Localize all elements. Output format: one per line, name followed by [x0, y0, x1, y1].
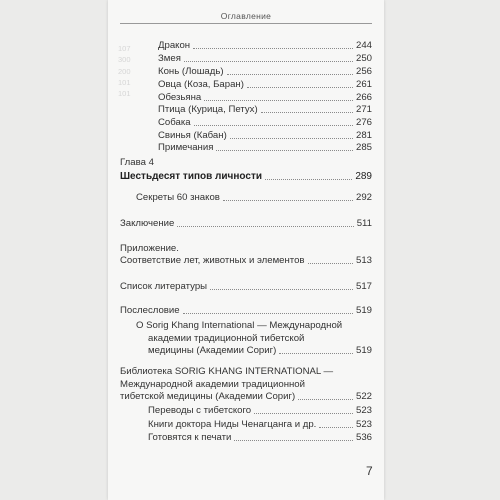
bleed-through-number: 300: [118, 55, 131, 64]
entry-title: Собака: [158, 117, 191, 128]
leader-dots: [261, 112, 353, 113]
toc-entry[interactable]: [158, 53, 372, 64]
leader-dots: [223, 200, 353, 201]
entry-page: 511: [356, 218, 372, 229]
entry-page: 522: [355, 391, 372, 402]
toc-entry[interactable]: [158, 66, 372, 77]
toc-entry[interactable]: [158, 117, 372, 128]
entry-page: 517: [355, 281, 372, 292]
bleed-through-number: 107: [118, 44, 131, 53]
toc-entry[interactable]: [148, 419, 372, 430]
entry-page: 276: [355, 117, 372, 128]
leader-dots: [184, 61, 353, 62]
toc-entry[interactable]: [158, 79, 372, 90]
leader-dots: [194, 125, 353, 126]
toc-entry[interactable]: [136, 192, 372, 203]
leader-dots: [298, 399, 353, 400]
toc-entry[interactable]: [158, 130, 372, 141]
toc-entry[interactable]: [120, 281, 372, 292]
entry-title: Соответствие лет, животных и элементов: [120, 255, 305, 266]
bleed-through-number: 101: [118, 78, 131, 87]
toc-entry[interactable]: [120, 391, 372, 402]
entry-page: 519: [355, 305, 372, 316]
leader-dots: [279, 353, 353, 354]
bleed-through-number: 101: [118, 89, 131, 98]
toc-entry[interactable]: [148, 432, 372, 443]
chapter-title: Шестьдесят типов личности: [120, 171, 262, 182]
entry-title: Змея: [158, 53, 181, 64]
entry-title: Список литературы: [120, 281, 208, 292]
entry-page: 519: [355, 345, 372, 356]
toc-entry[interactable]: [120, 218, 372, 229]
entry-title: Овца (Коза, Баран): [158, 79, 244, 90]
entry-page: 244: [355, 40, 372, 51]
entry-page: 523: [355, 419, 372, 430]
leader-dots: [216, 150, 353, 151]
entry-title: Птица (Курица, Петух): [158, 104, 258, 115]
toc-chapter-entry[interactable]: [120, 171, 372, 182]
entry-page: 271: [355, 104, 372, 115]
entry-page: 292: [355, 192, 372, 203]
toc-entry[interactable]: [158, 142, 372, 153]
leader-dots: [204, 100, 353, 101]
entry-page: 266: [355, 92, 372, 103]
leader-dots: [234, 440, 353, 441]
entry-title-line: Международной академии традиционной: [120, 379, 305, 390]
entry-page: 513: [355, 255, 372, 266]
entry-title: Заключение: [120, 218, 175, 229]
leader-dots: [183, 313, 353, 314]
entry-title: Готовятся к печати: [148, 432, 232, 443]
entry-title: медицины (Академии Сориг): [148, 345, 277, 356]
leader-dots: [227, 74, 353, 75]
entry-page: 261: [355, 79, 372, 90]
entry-title: Книги доктора Ниды Ченагцанга и др.: [148, 419, 317, 430]
toc-entry[interactable]: [158, 40, 372, 51]
toc-entry[interactable]: [120, 255, 372, 266]
entry-page: 523: [355, 405, 372, 416]
leader-dots: [265, 179, 352, 180]
toc-entry[interactable]: [158, 92, 372, 103]
bleed-through-number: 200: [118, 67, 131, 76]
toc-entry[interactable]: [148, 405, 372, 416]
leader-dots: [193, 48, 353, 49]
toc-entry[interactable]: [120, 305, 372, 316]
leader-dots: [177, 226, 353, 227]
entry-title: Секреты 60 знаков: [136, 192, 220, 203]
entry-title: Обезьяна: [158, 92, 202, 103]
entry-title-line: Библиотека SORIG KHANG INTERNATIONAL —: [120, 366, 334, 377]
entry-title: Свинья (Кабан): [158, 130, 227, 141]
leader-dots: [308, 263, 353, 264]
entry-title: Дракон: [158, 40, 191, 51]
entry-title-line: О Sorig Khang International — Международной: [136, 320, 343, 331]
toc-entry[interactable]: [148, 345, 372, 356]
entry-page: 285: [355, 142, 372, 153]
page-number: 7: [366, 464, 373, 478]
entry-page: 281: [355, 130, 372, 141]
entry-title-line: академии традиционной тибетской: [148, 333, 305, 344]
entry-page: 536: [355, 432, 372, 443]
leader-dots: [247, 87, 353, 88]
header-rule: [120, 23, 372, 24]
entry-title: Переводы с тибетского: [148, 405, 252, 416]
entry-title: Конь (Лошадь): [158, 66, 224, 77]
entry-page: 256: [355, 66, 372, 77]
entry-page: 250: [355, 53, 372, 64]
entry-title: Послесловие: [120, 305, 180, 316]
leader-dots: [210, 289, 353, 290]
entry-title: Примечания: [158, 142, 214, 153]
entry-page: 289: [355, 171, 372, 182]
chapter-label: Глава 4: [120, 157, 154, 168]
leader-dots: [319, 427, 353, 428]
entry-title: тибетской медицины (Академии Сориг): [120, 391, 296, 402]
leader-dots: [230, 138, 353, 139]
leader-dots: [254, 413, 353, 414]
toc-entry[interactable]: [158, 104, 372, 115]
appendix-label: Приложение.: [120, 243, 179, 254]
running-header: Оглавление: [220, 11, 272, 21]
